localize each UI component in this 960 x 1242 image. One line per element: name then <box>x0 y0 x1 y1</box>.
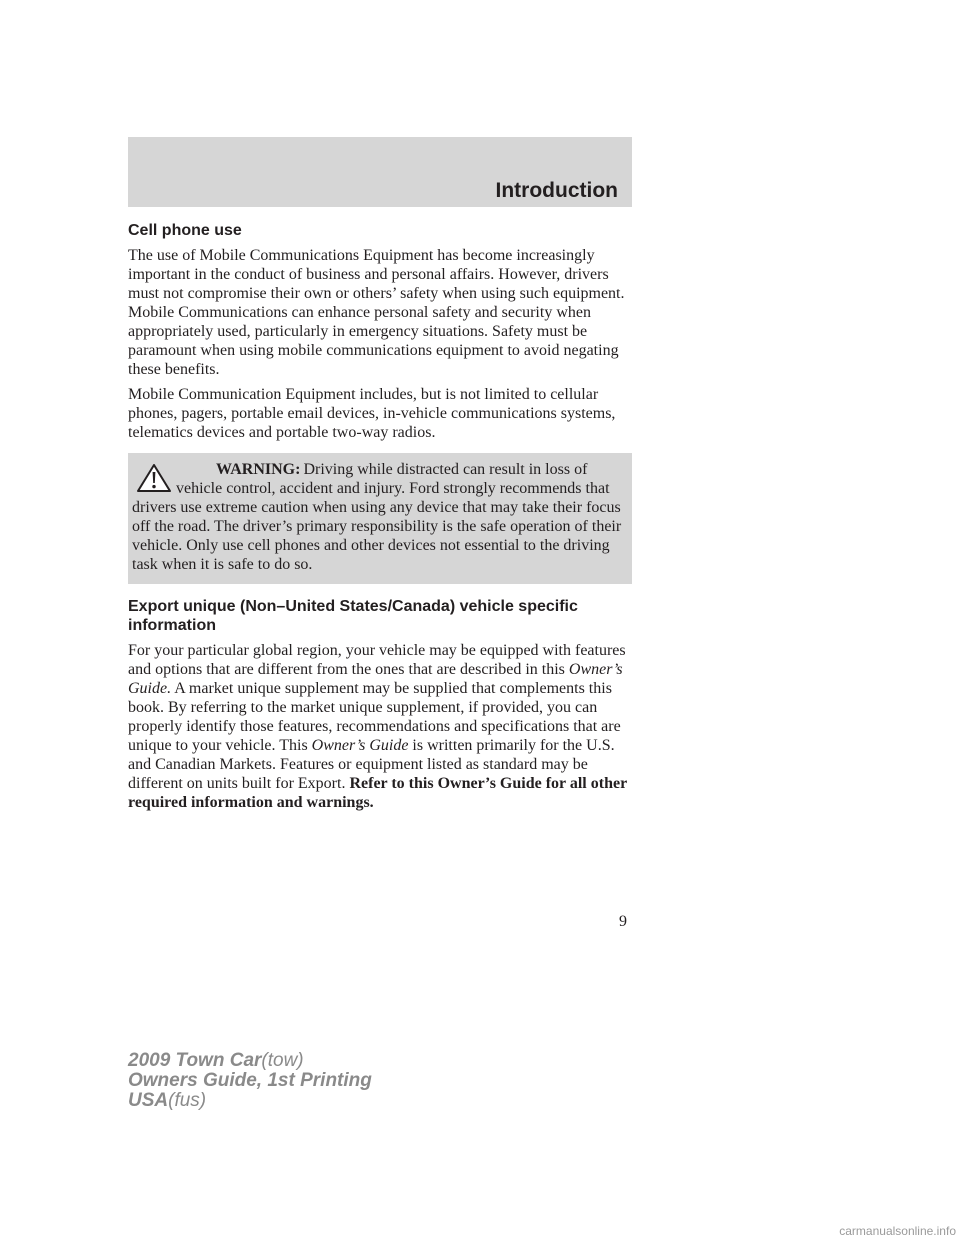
warning-body: Driving while distracted can result in loss of vehicle control, accident and injury. Ford strongly recommends that drivers use extreme caution when using any device that may take their focus off the road. The driver’s primary responsibility is the safe operation of their vehicle. Only use cell phones and other devices not essential to the driving task when it is safe to do so. <box>132 461 622 573</box>
footer-line-1 <box>128 1051 372 1071</box>
export-text-3: is written primarily for the U.S. and Canadian Markets. Features or equipment listed as standard may be different on units built for Export. <box>128 737 615 792</box>
watermark: carmanualsonline.info <box>839 1224 956 1238</box>
header-band <box>128 137 632 207</box>
page-content <box>128 221 632 818</box>
footer-market-code: (fus) <box>168 1090 207 1111</box>
cell-phone-paragraph-1: The use of Mobile Communications Equipment has become increasingly important in the conduct of business and personal affairs. However, drivers must not compromise their own or others’ safety when using such equipment. Mobile Communications can enhance personal safety and security when appropriately used, particularly in emergency situations. Safety must be paramount when using mobile communications equipment to avoid negating these benefits. <box>128 247 625 378</box>
export-text-1: For your particular global region, your vehicle may be equipped with features and options that are different from the ones that are described in this <box>128 642 626 678</box>
cell-phone-heading: Cell phone use <box>128 222 242 239</box>
warning-triangle-icon <box>136 463 172 493</box>
export-heading: Export unique (Non–United States/Canada) vehicle specific information <box>128 598 578 634</box>
footer-model: 2009 Town Car <box>128 1050 262 1071</box>
footer-line-2: Owners Guide, 1st Printing <box>128 1070 372 1091</box>
warning-box <box>128 453 632 584</box>
print-footer <box>128 1051 372 1111</box>
owners-guide-ref-2: Owner’s Guide <box>311 737 409 754</box>
export-paragraph <box>128 641 632 812</box>
export-bold-note: Refer to this Owner’s Guide for all other required information and warnings. <box>128 775 627 811</box>
export-text-2: A market unique supplement may be supplied that complements this book. By referring to the market unique supplement, if provided, you can properly identify those features, recommendations and specifications that are unique to your vehicle. This <box>128 680 621 754</box>
footer-line-3 <box>128 1091 372 1111</box>
footer-market: USA <box>128 1090 169 1111</box>
warning-text <box>132 460 628 574</box>
owners-guide-ref-1: Owner’s Guide. <box>128 661 623 697</box>
footer-model-code: (tow) <box>261 1050 304 1071</box>
cell-phone-paragraph-2: Mobile Communication Equipment includes, but is not limited to cellular phones, pagers, portable email devices, in-vehicle communications systems, telematics devices and portable two-way radios. <box>128 386 616 441</box>
page-number: 9 <box>619 913 627 930</box>
section-title: Introduction <box>495 179 618 202</box>
warning-label: WARNING: <box>216 461 301 478</box>
